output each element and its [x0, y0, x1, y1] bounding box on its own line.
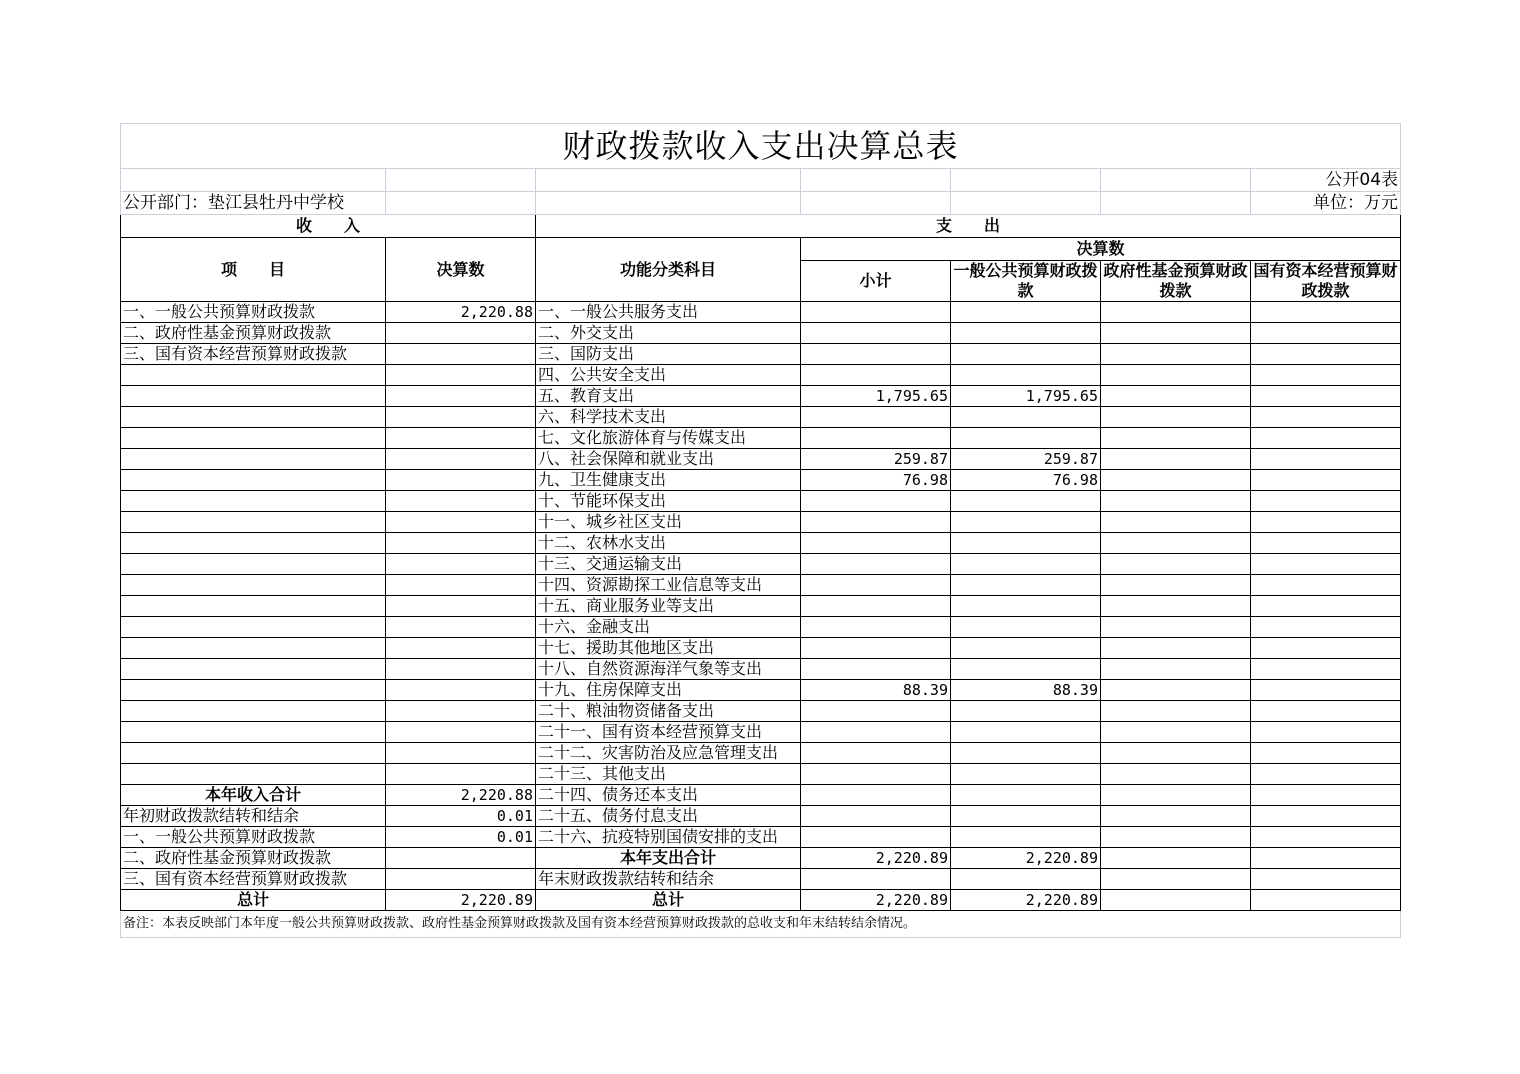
table-row	[121, 533, 1401, 554]
expense-gov-fund	[1101, 785, 1251, 806]
expense-item: 六、科学技术支出	[536, 407, 801, 428]
income-item: 一、一般公共预算财政拨款	[121, 302, 386, 323]
expense-subtotal: 2,220.89	[801, 848, 951, 869]
table-row	[121, 323, 1401, 344]
expense-general-budget	[951, 827, 1101, 848]
footnote: 备注：本表反映部门本年度一般公共预算财政拨款、政府性基金预算财政拨款及国有资本经营预算财政拨款的总收支和年末结转结余情况。	[121, 911, 1401, 938]
income-amount	[386, 428, 536, 449]
income-amount	[386, 407, 536, 428]
table-row	[121, 869, 1401, 890]
page-title: 财政拨款收入支出决算总表	[121, 124, 1401, 169]
expense-general-budget	[951, 785, 1101, 806]
department-label: 公开部门：垫江县牡丹中学校	[121, 192, 386, 215]
expense-gov-fund	[1101, 806, 1251, 827]
table-row	[121, 491, 1401, 512]
expense-item: 二十、粮油物资储备支出	[536, 701, 801, 722]
expense-gov-fund	[1101, 302, 1251, 323]
income-item	[121, 701, 386, 722]
expense-subtotal	[801, 554, 951, 575]
expense-general-budget	[951, 659, 1101, 680]
expense-subtotal	[801, 869, 951, 890]
expense-state-capital	[1251, 575, 1401, 596]
expense-state-capital	[1251, 722, 1401, 743]
income-amount	[386, 659, 536, 680]
income-amount	[386, 386, 536, 407]
expense-item: 十一、城乡社区支出	[536, 512, 801, 533]
table-row	[121, 806, 1401, 827]
table-row	[121, 554, 1401, 575]
table-row	[121, 764, 1401, 785]
income-item: 年初财政拨款结转和结余	[121, 806, 386, 827]
expense-general-budget	[951, 638, 1101, 659]
expense-state-capital	[1251, 533, 1401, 554]
expense-gov-fund	[1101, 869, 1251, 890]
expense-state-capital	[1251, 596, 1401, 617]
expense-subtotal	[801, 617, 951, 638]
income-amount: 2,220.88	[386, 302, 536, 323]
expense-gov-fund	[1101, 743, 1251, 764]
expense-item: 十九、住房保障支出	[536, 680, 801, 701]
income-item: 三、国有资本经营预算财政拨款	[121, 344, 386, 365]
expense-state-capital	[1251, 491, 1401, 512]
expense-state-capital	[1251, 890, 1401, 911]
income-item	[121, 722, 386, 743]
expense-state-capital	[1251, 512, 1401, 533]
expense-state-capital	[1251, 848, 1401, 869]
income-amount	[386, 701, 536, 722]
expense-state-capital	[1251, 344, 1401, 365]
final-accounts-table	[120, 123, 1401, 938]
expense-general-budget	[951, 806, 1101, 827]
income-item: 二、政府性基金预算财政拨款	[121, 848, 386, 869]
expense-general-budget	[951, 407, 1101, 428]
expense-state-capital	[1251, 386, 1401, 407]
income-item	[121, 764, 386, 785]
income-amount: 2,220.88	[386, 785, 536, 806]
income-amount	[386, 512, 536, 533]
expense-item: 二十一、国有资本经营预算支出	[536, 722, 801, 743]
income-item	[121, 617, 386, 638]
expense-general-budget: 76.98	[951, 470, 1101, 491]
table-row	[121, 407, 1401, 428]
income-amount: 0.01	[386, 827, 536, 848]
income-amount	[386, 764, 536, 785]
expense-subtotal	[801, 638, 951, 659]
income-item: 一、一般公共预算财政拨款	[121, 827, 386, 848]
income-item: 三、国有资本经营预算财政拨款	[121, 869, 386, 890]
expense-subtotal: 1,795.65	[801, 386, 951, 407]
expense-item: 十三、交通运输支出	[536, 554, 801, 575]
expense-state-capital	[1251, 701, 1401, 722]
table-row	[121, 575, 1401, 596]
expense-state-capital	[1251, 617, 1401, 638]
expense-general-budget	[951, 302, 1101, 323]
expense-state-capital	[1251, 785, 1401, 806]
expense-gov-fund	[1101, 659, 1251, 680]
expense-gov-fund	[1101, 701, 1251, 722]
expense-item: 总计	[536, 890, 801, 911]
expense-general-budget	[951, 764, 1101, 785]
income-amount	[386, 491, 536, 512]
expense-state-capital	[1251, 470, 1401, 491]
income-amount	[386, 722, 536, 743]
income-amount	[386, 743, 536, 764]
expense-item: 十七、援助其他地区支出	[536, 638, 801, 659]
expense-header: 支 出	[536, 215, 1401, 238]
expense-state-capital	[1251, 680, 1401, 701]
income-item: 二、政府性基金预算财政拨款	[121, 323, 386, 344]
expense-general-budget	[951, 428, 1101, 449]
expense-subtotal	[801, 344, 951, 365]
table-row	[121, 365, 1401, 386]
expense-gov-fund	[1101, 407, 1251, 428]
expense-state-capital	[1251, 554, 1401, 575]
expense-gov-fund	[1101, 722, 1251, 743]
expense-state-capital	[1251, 323, 1401, 344]
expense-state-capital	[1251, 449, 1401, 470]
item-header: 项 目	[121, 238, 386, 302]
table-row	[121, 344, 1401, 365]
expense-item: 十六、金融支出	[536, 617, 801, 638]
table-row	[121, 890, 1401, 911]
expense-general-budget	[951, 323, 1101, 344]
table-row	[121, 743, 1401, 764]
income-item	[121, 386, 386, 407]
table-row	[121, 722, 1401, 743]
expense-subtotal	[801, 659, 951, 680]
expense-state-capital	[1251, 638, 1401, 659]
income-amount	[386, 344, 536, 365]
expense-item: 二十六、抗疫特别国债安排的支出	[536, 827, 801, 848]
income-amount	[386, 449, 536, 470]
expense-subtotal	[801, 827, 951, 848]
expense-gov-fund	[1101, 638, 1251, 659]
expense-gov-fund	[1101, 533, 1251, 554]
unit-label: 单位：万元	[1251, 192, 1401, 215]
expense-subtotal	[801, 323, 951, 344]
table-row	[121, 827, 1401, 848]
expense-gov-fund	[1101, 554, 1251, 575]
expense-item: 八、社会保障和就业支出	[536, 449, 801, 470]
table-code: 公开04表	[1251, 169, 1401, 192]
expense-subtotal	[801, 764, 951, 785]
income-amount: 0.01	[386, 806, 536, 827]
income-item	[121, 575, 386, 596]
income-amount-header: 决算数	[386, 238, 536, 302]
expense-item: 年末财政拨款结转和结余	[536, 869, 801, 890]
expense-subtotal	[801, 785, 951, 806]
expense-general-budget: 1,795.65	[951, 386, 1101, 407]
income-amount	[386, 554, 536, 575]
expense-general-budget: 259.87	[951, 449, 1101, 470]
table-row	[121, 449, 1401, 470]
expense-general-budget	[951, 344, 1101, 365]
income-item	[121, 428, 386, 449]
expense-subtotal: 88.39	[801, 680, 951, 701]
income-item	[121, 491, 386, 512]
expense-subtotal	[801, 407, 951, 428]
income-amount	[386, 869, 536, 890]
expense-general-budget: 88.39	[951, 680, 1101, 701]
expense-subtotal	[801, 428, 951, 449]
table-row	[121, 617, 1401, 638]
expense-general-budget	[951, 617, 1101, 638]
expense-item: 十八、自然资源海洋气象等支出	[536, 659, 801, 680]
expense-general-budget	[951, 869, 1101, 890]
expense-item: 七、文化旅游体育与传媒支出	[536, 428, 801, 449]
income-amount	[386, 365, 536, 386]
table-row	[121, 302, 1401, 323]
expense-subtotal	[801, 575, 951, 596]
expense-item: 九、卫生健康支出	[536, 470, 801, 491]
income-item: 本年收入合计	[121, 785, 386, 806]
income-item	[121, 596, 386, 617]
income-header: 收 入	[121, 215, 536, 238]
expense-item: 二、外交支出	[536, 323, 801, 344]
expense-subtotal	[801, 512, 951, 533]
income-item	[121, 659, 386, 680]
expense-item: 二十三、其他支出	[536, 764, 801, 785]
income-amount	[386, 575, 536, 596]
income-amount	[386, 680, 536, 701]
income-item	[121, 680, 386, 701]
expense-item: 十五、商业服务业等支出	[536, 596, 801, 617]
expense-item: 十四、资源勘探工业信息等支出	[536, 575, 801, 596]
expense-subtotal: 2,220.89	[801, 890, 951, 911]
income-amount	[386, 323, 536, 344]
table-row	[121, 680, 1401, 701]
expense-state-capital	[1251, 407, 1401, 428]
expense-subtotal	[801, 365, 951, 386]
expense-general-budget	[951, 533, 1101, 554]
expense-gov-fund	[1101, 512, 1251, 533]
income-item	[121, 638, 386, 659]
expense-general-budget: 2,220.89	[951, 848, 1101, 869]
expense-item: 二十五、债务付息支出	[536, 806, 801, 827]
expense-subtotal	[801, 743, 951, 764]
table-row	[121, 638, 1401, 659]
expense-item: 五、教育支出	[536, 386, 801, 407]
expense-subtotal	[801, 806, 951, 827]
gov-fund-header: 政府性基金预算财政拨款	[1101, 261, 1251, 302]
expense-state-capital	[1251, 659, 1401, 680]
income-item	[121, 449, 386, 470]
expense-general-budget	[951, 743, 1101, 764]
expense-item: 二十四、债务还本支出	[536, 785, 801, 806]
table-row	[121, 470, 1401, 491]
expense-gov-fund	[1101, 680, 1251, 701]
expense-subtotal	[801, 701, 951, 722]
expense-gov-fund	[1101, 491, 1251, 512]
expense-general-budget	[951, 701, 1101, 722]
expense-item: 十、节能环保支出	[536, 491, 801, 512]
income-amount	[386, 596, 536, 617]
table-row	[121, 848, 1401, 869]
expense-subtotal	[801, 722, 951, 743]
expense-state-capital	[1251, 302, 1401, 323]
expense-gov-fund	[1101, 848, 1251, 869]
expense-gov-fund	[1101, 428, 1251, 449]
income-item	[121, 512, 386, 533]
income-amount	[386, 470, 536, 491]
expense-state-capital	[1251, 764, 1401, 785]
expense-general-budget: 2,220.89	[951, 890, 1101, 911]
subtotal-header: 小计	[801, 261, 951, 302]
expense-item: 本年支出合计	[536, 848, 801, 869]
expense-gov-fund	[1101, 386, 1251, 407]
expense-gov-fund	[1101, 890, 1251, 911]
expense-subtotal	[801, 491, 951, 512]
expense-state-capital	[1251, 365, 1401, 386]
expense-gov-fund	[1101, 596, 1251, 617]
table-row	[121, 386, 1401, 407]
function-item-header: 功能分类科目	[536, 238, 801, 302]
income-amount: 2,220.89	[386, 890, 536, 911]
expense-general-budget	[951, 491, 1101, 512]
expense-general-budget	[951, 512, 1101, 533]
expense-gov-fund	[1101, 617, 1251, 638]
expense-gov-fund	[1101, 827, 1251, 848]
expense-subtotal: 76.98	[801, 470, 951, 491]
income-item	[121, 554, 386, 575]
expense-item: 三、国防支出	[536, 344, 801, 365]
expense-item: 一、一般公共服务支出	[536, 302, 801, 323]
expense-item: 十二、农林水支出	[536, 533, 801, 554]
expense-gov-fund	[1101, 323, 1251, 344]
expense-subtotal	[801, 302, 951, 323]
expense-general-budget	[951, 554, 1101, 575]
income-item: 总计	[121, 890, 386, 911]
expense-state-capital	[1251, 743, 1401, 764]
table-row	[121, 596, 1401, 617]
income-item	[121, 533, 386, 554]
expense-gov-fund	[1101, 470, 1251, 491]
expense-item: 四、公共安全支出	[536, 365, 801, 386]
income-item	[121, 365, 386, 386]
expense-subtotal	[801, 533, 951, 554]
general-budget-header: 一般公共预算财政拨款	[951, 261, 1101, 302]
income-item	[121, 470, 386, 491]
table-row	[121, 659, 1401, 680]
income-amount	[386, 533, 536, 554]
expense-item: 二十二、灾害防治及应急管理支出	[536, 743, 801, 764]
expense-gov-fund	[1101, 575, 1251, 596]
expense-general-budget	[951, 722, 1101, 743]
expense-state-capital	[1251, 428, 1401, 449]
expense-subtotal	[801, 596, 951, 617]
expense-gov-fund	[1101, 365, 1251, 386]
table-row	[121, 512, 1401, 533]
income-amount	[386, 848, 536, 869]
table-row	[121, 785, 1401, 806]
income-amount	[386, 638, 536, 659]
report-sheet	[120, 123, 1400, 938]
expense-general-budget	[951, 365, 1101, 386]
table-row	[121, 701, 1401, 722]
expense-general-budget	[951, 596, 1101, 617]
table-row	[121, 428, 1401, 449]
expense-gov-fund	[1101, 764, 1251, 785]
income-amount	[386, 617, 536, 638]
income-item	[121, 743, 386, 764]
expense-gov-fund	[1101, 344, 1251, 365]
final-amount-group-header: 决算数	[801, 238, 1401, 261]
state-capital-header: 国有资本经营预算财政拨款	[1251, 261, 1401, 302]
income-item	[121, 407, 386, 428]
expense-gov-fund	[1101, 449, 1251, 470]
expense-general-budget	[951, 575, 1101, 596]
expense-subtotal: 259.87	[801, 449, 951, 470]
expense-state-capital	[1251, 806, 1401, 827]
expense-state-capital	[1251, 827, 1401, 848]
expense-state-capital	[1251, 869, 1401, 890]
